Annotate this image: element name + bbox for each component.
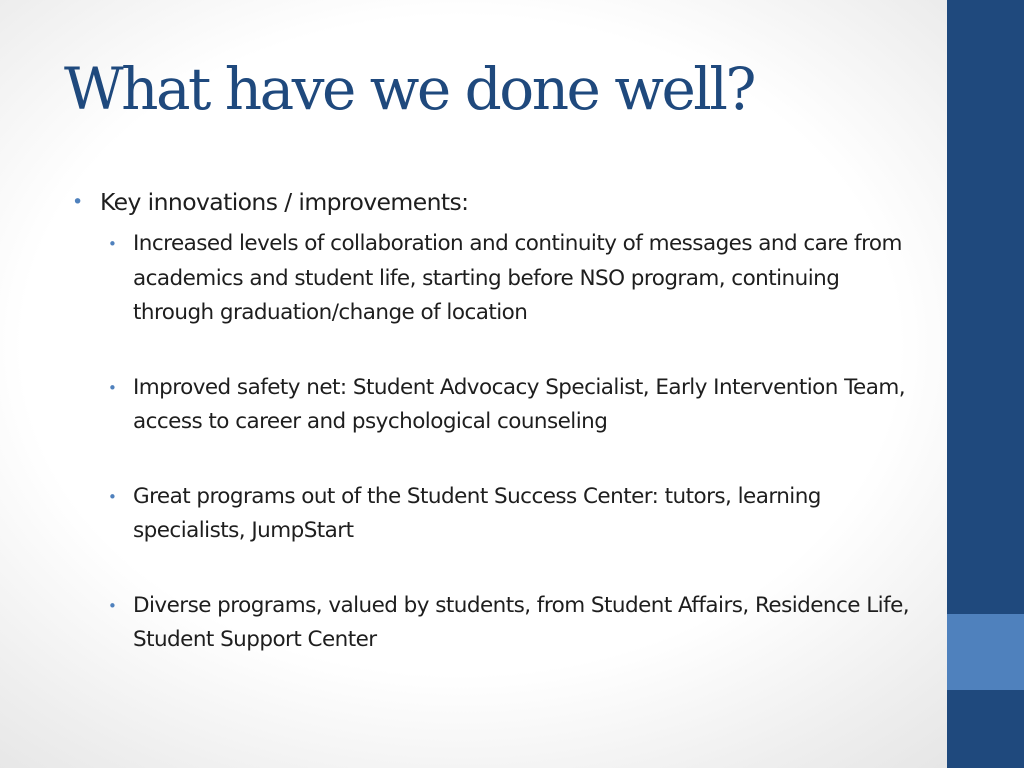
sub-bullet-safety-net <box>108 371 913 440</box>
bullet-icon: • <box>72 191 83 213</box>
sub-bullet-diverse-programs <box>108 589 913 658</box>
sub-bullet-collaboration <box>108 227 913 331</box>
sub-bullet-text: Diverse programs, valued by students, from Student Affairs, Residence Life, Student Support Center <box>133 592 910 652</box>
sub-bullet-text: Increased levels of collaboration and continuity of messages and care from academics and student life, starting before NSO program, continuing through graduation/change of location <box>133 231 902 325</box>
bullet-icon: • <box>108 378 117 397</box>
sub-bullet-text: Great programs out of the Student Success Center: tutors, learning specialists, JumpStart <box>133 483 821 543</box>
bullet-level1-text: Key innovations / improvements: <box>100 188 469 216</box>
bullet-icon: • <box>108 235 117 253</box>
bullet-level1 <box>70 184 900 220</box>
bullet-icon: • <box>108 487 117 506</box>
slide-title: What have we done well? <box>64 55 754 123</box>
sub-bullet-success-center <box>108 480 913 549</box>
bullet-icon: • <box>108 596 117 615</box>
side-decor-accent <box>947 614 1024 690</box>
sub-bullet-text: Improved safety net: Student Advocacy Specialist, Early Intervention Team, access to career and psychological counseling <box>133 374 905 434</box>
slide-body <box>70 184 910 658</box>
